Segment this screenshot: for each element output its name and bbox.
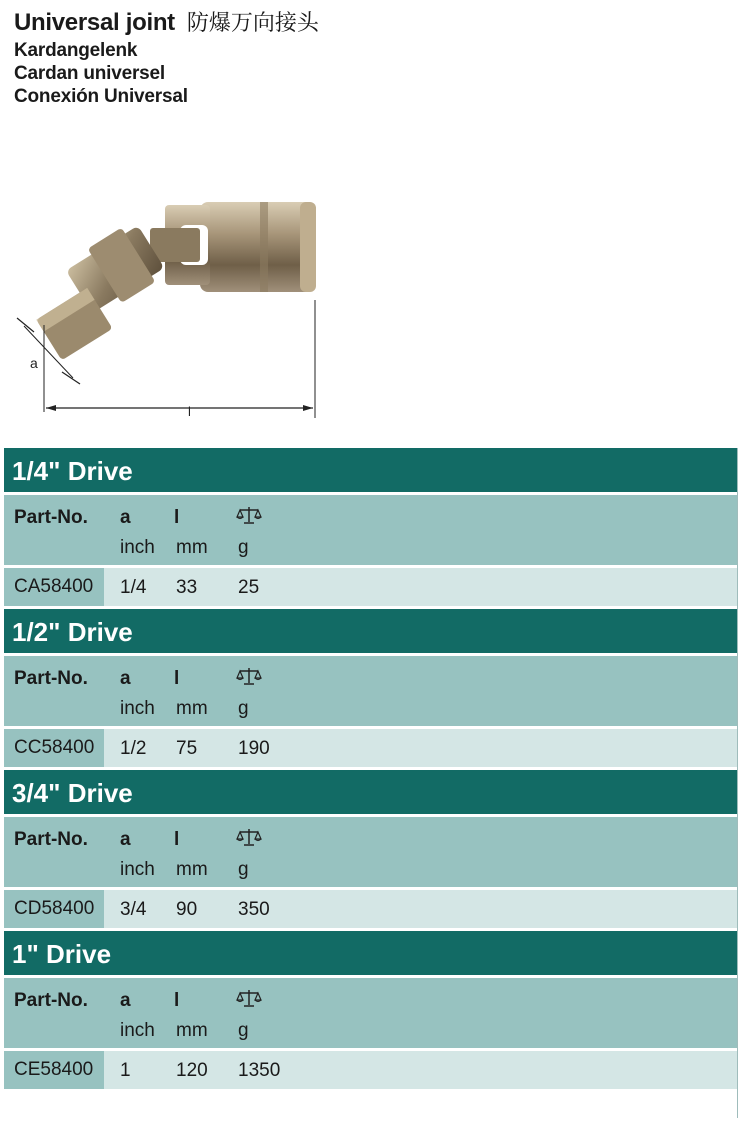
- drive-section: [4, 770, 738, 931]
- weight-unit: g: [238, 859, 249, 880]
- a-header: a: [120, 990, 131, 1011]
- drive-section: [4, 609, 738, 770]
- value-a: 1/4: [120, 577, 147, 598]
- weight-unit: g: [238, 698, 249, 719]
- dimension-label-a: a: [30, 355, 38, 371]
- scale-icon: [236, 666, 262, 692]
- table-row: [4, 568, 738, 609]
- value-weight: 350: [238, 899, 270, 920]
- weight-unit: g: [238, 1020, 249, 1041]
- l-header: l: [174, 829, 180, 850]
- part-number: CD58400: [4, 890, 104, 928]
- scale-icon: [236, 505, 262, 531]
- l-header: l: [174, 668, 180, 689]
- drive-section: [4, 931, 738, 1092]
- a-unit: inch: [120, 1020, 155, 1041]
- scale-icon: [236, 827, 262, 853]
- a-header: a: [120, 668, 131, 689]
- l-unit: mm: [176, 859, 208, 880]
- drive-header: 3/4" Drive: [4, 770, 738, 817]
- drive-header: 1" Drive: [4, 931, 738, 978]
- part-number: CA58400: [4, 568, 104, 606]
- drive-section: [4, 448, 738, 609]
- drive-header: 1/4" Drive: [4, 448, 738, 495]
- value-a: 3/4: [120, 899, 147, 920]
- part-number: CE58400: [4, 1051, 104, 1089]
- dimension-label-l: l: [188, 404, 191, 419]
- value-weight: 25: [238, 577, 260, 598]
- table-row: [4, 729, 738, 770]
- part-no-header: Part-No.: [14, 507, 88, 528]
- column-header-row: [4, 817, 738, 890]
- part-number: CC58400: [4, 729, 104, 767]
- value-weight: 1350: [238, 1060, 281, 1081]
- weight-unit: g: [238, 537, 249, 558]
- drive-header: 1/2" Drive: [4, 609, 738, 656]
- a-unit: inch: [120, 537, 155, 558]
- title-chinese: 防爆万向接头: [186, 11, 319, 36]
- value-a: 1: [120, 1060, 131, 1081]
- column-header-row: [4, 978, 738, 1051]
- a-unit: inch: [120, 859, 155, 880]
- value-l: 75: [176, 738, 198, 759]
- column-header-row: [4, 656, 738, 729]
- a-unit: inch: [120, 698, 155, 719]
- value-l: 90: [176, 899, 198, 920]
- table-row: [4, 1051, 738, 1092]
- l-header: l: [174, 990, 180, 1011]
- title-main: Universal joint: [14, 9, 175, 36]
- l-unit: mm: [176, 1020, 208, 1041]
- a-header: a: [120, 829, 131, 850]
- value-l: 120: [176, 1060, 208, 1081]
- scale-icon: [236, 988, 262, 1014]
- title-spanish: Conexión Universal: [14, 86, 188, 107]
- title-german: Kardangelenk: [14, 40, 138, 61]
- value-a: 1/2: [120, 738, 147, 759]
- divider: [737, 448, 738, 1118]
- part-no-header: Part-No.: [14, 990, 88, 1011]
- l-unit: mm: [176, 698, 208, 719]
- l-header: l: [174, 507, 180, 528]
- part-no-header: Part-No.: [14, 668, 88, 689]
- column-header-row: [4, 495, 738, 568]
- table-row: [4, 890, 738, 931]
- a-header: a: [120, 507, 131, 528]
- spec-tables: [4, 448, 738, 1092]
- title-french: Cardan universel: [14, 63, 165, 84]
- value-weight: 190: [238, 738, 270, 759]
- title-block: [14, 8, 319, 108]
- value-l: 33: [176, 577, 198, 598]
- part-no-header: Part-No.: [14, 829, 88, 850]
- l-unit: mm: [176, 537, 208, 558]
- universal-joint-image: [0, 150, 360, 430]
